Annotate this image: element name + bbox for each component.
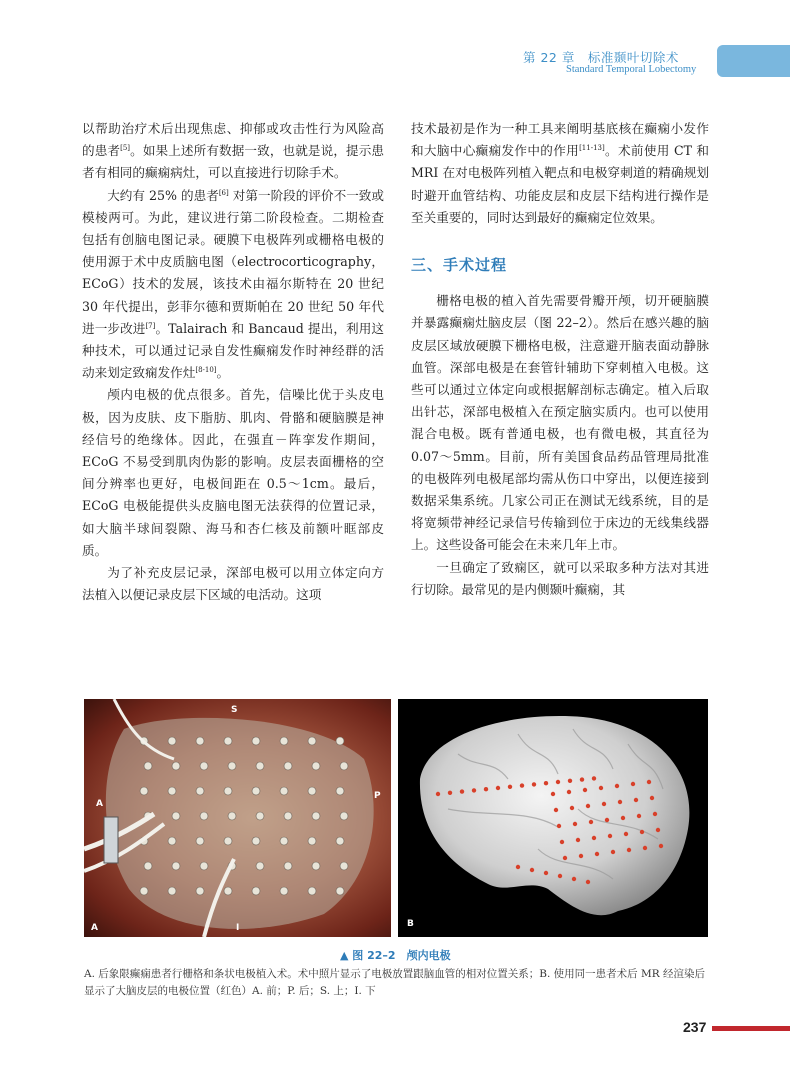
grid-electrode <box>336 837 344 845</box>
grid-electrode <box>336 787 344 795</box>
grid-electrode <box>284 812 292 820</box>
citation: [8-10] <box>195 366 217 375</box>
grid-electrode <box>256 862 264 870</box>
grid-electrode <box>256 812 264 820</box>
electrode-marker <box>532 782 536 786</box>
label-posterior: P <box>374 791 381 801</box>
label-superior: S <box>231 705 238 715</box>
grid-electrode <box>196 837 204 845</box>
electrode-marker <box>576 838 580 842</box>
electrode-marker <box>634 798 638 802</box>
grid-electrode <box>168 887 176 895</box>
brain-render <box>398 699 708 937</box>
electrode-marker <box>579 854 583 858</box>
paragraph: 一旦确定了致痫区，就可以采取多种方法对其进行切除。最常见的是内侧颞叶癫痫，其 <box>411 559 709 597</box>
electrode-marker <box>650 796 654 800</box>
electrode-marker <box>530 868 534 872</box>
label-anterior: A <box>96 799 103 809</box>
electrode-marker <box>520 783 524 787</box>
electrode-marker <box>570 806 574 810</box>
panel-a-label: A <box>91 923 98 933</box>
panel-b-label: B <box>407 919 414 929</box>
electrode-marker <box>560 840 564 844</box>
electrode-marker <box>599 786 603 790</box>
page-number: 237 <box>683 1019 707 1035</box>
grid-electrode <box>228 762 236 770</box>
grid-electrode <box>224 737 232 745</box>
grid-electrode <box>200 862 208 870</box>
grid-electrode <box>252 787 260 795</box>
electrode-marker <box>508 785 512 789</box>
electrode-marker <box>436 792 440 796</box>
grid-electrode <box>280 787 288 795</box>
section-heading: 三、手术过程 <box>411 256 508 275</box>
citation: [7] <box>145 321 156 330</box>
electrode-marker <box>557 824 561 828</box>
grid-electrode <box>340 862 348 870</box>
grid-electrode <box>200 762 208 770</box>
grid-electrode <box>168 837 176 845</box>
grid-electrode <box>168 787 176 795</box>
grid-electrode <box>340 762 348 770</box>
electrode-marker <box>615 784 619 788</box>
grid-electrode <box>172 812 180 820</box>
electrode-marker <box>460 789 464 793</box>
electrode-marker <box>544 871 548 875</box>
citation: [6] <box>218 188 229 197</box>
grid-electrode <box>336 887 344 895</box>
paragraph: 以帮助治疗术后出现焦虑、抑郁或攻击性行为风险高的患者[5]。如果上述所有数据一致，也就是说，提示患者有相同的癫痫病灶，可以直接进行切除手术。 <box>82 121 385 181</box>
electrode-marker <box>595 852 599 856</box>
electrode-marker <box>631 782 635 786</box>
electrode-marker <box>627 848 631 852</box>
electrode-marker <box>602 802 606 806</box>
grid-electrode <box>196 787 204 795</box>
mri-render-panel <box>398 699 708 937</box>
grid-electrode <box>280 887 288 895</box>
electrode-marker <box>544 781 548 785</box>
grid-electrode <box>144 762 152 770</box>
electrode-marker <box>656 828 660 832</box>
electrode-marker <box>573 822 577 826</box>
grid-electrode <box>284 862 292 870</box>
left-column <box>82 118 384 606</box>
figure-caption-text: A. 后象限癫痫患者行栅格和条状电极植入术。术中照片显示了电极放置跟脑血管的相对位置关系；B. 使用同一患者术后 MR 经渲染后显示了大脑皮层的电极位置（红色）A. 前；P. 后；S. 上；I. 下 <box>84 968 705 997</box>
citation: [11-13] <box>579 144 605 153</box>
electrode-marker <box>637 814 641 818</box>
grid-electrode <box>224 887 232 895</box>
electrode-marker <box>484 787 488 791</box>
paragraph: 大约有 25% 的患者[6] 对第一阶段的评价不一致或模棱两可。为此，建议进行第二阶段检查。二期检查包括有创脑电图记录。硬膜下电极阵列或栅格电极的使用源于术中皮质脑电图（electrocorticography，ECoG）技术的发展，该技术由福尔斯特在 20 世纪 30 年代提出，彭菲尔德和贾斯帕在 20 世纪 50 年代进一步改进[7]。Talairach 和 Bancaud 提出，利用这种技术，可以通过记录自发性癫痫发作时神经群的活动来划定致痫发作灶[8-10]。 <box>82 187 384 381</box>
grid-electrode <box>140 887 148 895</box>
grid-electrode <box>308 787 316 795</box>
electrode-marker <box>643 846 647 850</box>
surgical-photo-panel <box>84 699 391 937</box>
page-number-bar <box>712 1026 790 1031</box>
electrode-marker <box>563 856 567 860</box>
grid-electrode <box>308 737 316 745</box>
paragraph: 为了补充皮层记录，深部电极可以用立体定向方法植入以便记录皮层下区域的电活动。这项 <box>82 565 384 603</box>
grid-electrode <box>172 862 180 870</box>
electrode-marker <box>589 820 593 824</box>
grid-electrode <box>172 762 180 770</box>
paragraph: 技术最初是作为一种工具来阐明基底核在癫痫小发作和大脑中心癫痫发作中的作用[11-13]。术前使用 CT 和 MRI 在对电极阵列植入靶点和电极穿刺道的精确规划时避开血管结构、功能皮层和皮层下结构进行操作是至关重要的，同时达到最好的癫痫定位效果。 <box>411 121 709 225</box>
electrode-marker <box>640 830 644 834</box>
grid-electrode <box>144 862 152 870</box>
grid-electrode <box>280 837 288 845</box>
electrode-marker <box>496 786 500 790</box>
paragraph: 栅格电极的植入首先需要骨瓣开颅，切开硬脑膜并暴露癫痫灶脑皮层（图 22–2）。然后在感兴趣的脑皮层区域放硬膜下栅格电极，注意避开脑表面动静脉血管。深部电极是在套管针辅助下穿刺植入电极。这些可以通过立体定向或根据解剖标志确定。植入后取出针芯，深部电极植入在预定脑实质内。也可以使用混合电极。既有普通电极，也有微电极，其直径为 0.07～5mm。目前，所有美国食品药品管理局批准的电极阵列电极尾部均需从伤口中穿出，以便连接到数据采集系统。几家公司正在测试无线系统，目的是将宽频带神经记录信号传输到位于床边的无线集线器上。这些设备可能会在未来几年上市。 <box>411 293 709 553</box>
label-inferior: I <box>236 923 240 933</box>
grid-electrode <box>252 837 260 845</box>
electrode-marker <box>586 880 590 884</box>
grid-electrode <box>256 762 264 770</box>
electrode-marker <box>611 850 615 854</box>
grid-electrode <box>336 737 344 745</box>
grid-electrode <box>252 737 260 745</box>
electrode-marker <box>516 865 520 869</box>
chapter-subtitle: Standard Temporal Lobectomy <box>566 64 697 75</box>
electrode-marker <box>653 812 657 816</box>
header-tab <box>717 45 790 77</box>
right-column <box>411 118 709 601</box>
electrode-marker <box>583 788 587 792</box>
electrode-marker <box>572 877 576 881</box>
grid-electrode <box>340 812 348 820</box>
grid-electrode <box>196 737 204 745</box>
electrode-marker <box>592 836 596 840</box>
electrode-marker <box>568 779 572 783</box>
chapter-title: 第 22 章 标准颞叶切除术 <box>523 50 679 65</box>
electrode-marker <box>586 804 590 808</box>
grid-electrode <box>228 812 236 820</box>
electrode-marker <box>567 790 571 794</box>
electrode-marker <box>647 780 651 784</box>
grid-electrode <box>224 787 232 795</box>
electrode-marker <box>624 832 628 836</box>
paragraph: 颅内电极的优点很多。首先，信噪比优于头皮电极，因为皮肤、皮下脂肪、肌肉、骨骼和硬脑膜是神经信号的绝缘体。因此，在强直－阵挛发作期间，ECoG 不易受到肌肉伪影的影响。皮层表面栅格的空间分辨率也更好，电极间距在 0.5～1cm。最后，ECoG 电极能提供头皮脑电图无法获得的位置记录，如大脑半球间裂隙、海马和杏仁核及前额叶眶部皮质。 <box>82 387 384 558</box>
figure-caption-title: ▲ 图 22–2 颅内电极 <box>340 949 451 962</box>
electrode-marker <box>558 874 562 878</box>
grid-electrode <box>196 887 204 895</box>
grid-electrode <box>200 812 208 820</box>
grid-electrode <box>308 837 316 845</box>
electrode-grid-photo <box>84 699 391 937</box>
grid-electrode <box>280 737 288 745</box>
electrode-marker <box>621 816 625 820</box>
grid-electrode <box>312 862 320 870</box>
electrode-marker <box>605 818 609 822</box>
electrode-marker <box>551 792 555 796</box>
electrode-marker <box>618 800 622 804</box>
grid-electrode <box>252 887 260 895</box>
grid-electrode <box>308 887 316 895</box>
grid-electrode <box>224 837 232 845</box>
grid-electrode <box>140 787 148 795</box>
grid-electrode <box>312 812 320 820</box>
grid-electrode <box>312 762 320 770</box>
electrode-marker <box>554 808 558 812</box>
citation: [5] <box>120 144 131 153</box>
electrode-marker <box>659 844 663 848</box>
electrode-marker <box>448 791 452 795</box>
electrode-marker <box>472 788 476 792</box>
electrode-marker <box>580 777 584 781</box>
electrode-marker <box>608 834 612 838</box>
electrode-marker <box>556 780 560 784</box>
electrode-marker <box>592 776 596 780</box>
grid-electrode <box>168 737 176 745</box>
grid-electrode <box>284 762 292 770</box>
